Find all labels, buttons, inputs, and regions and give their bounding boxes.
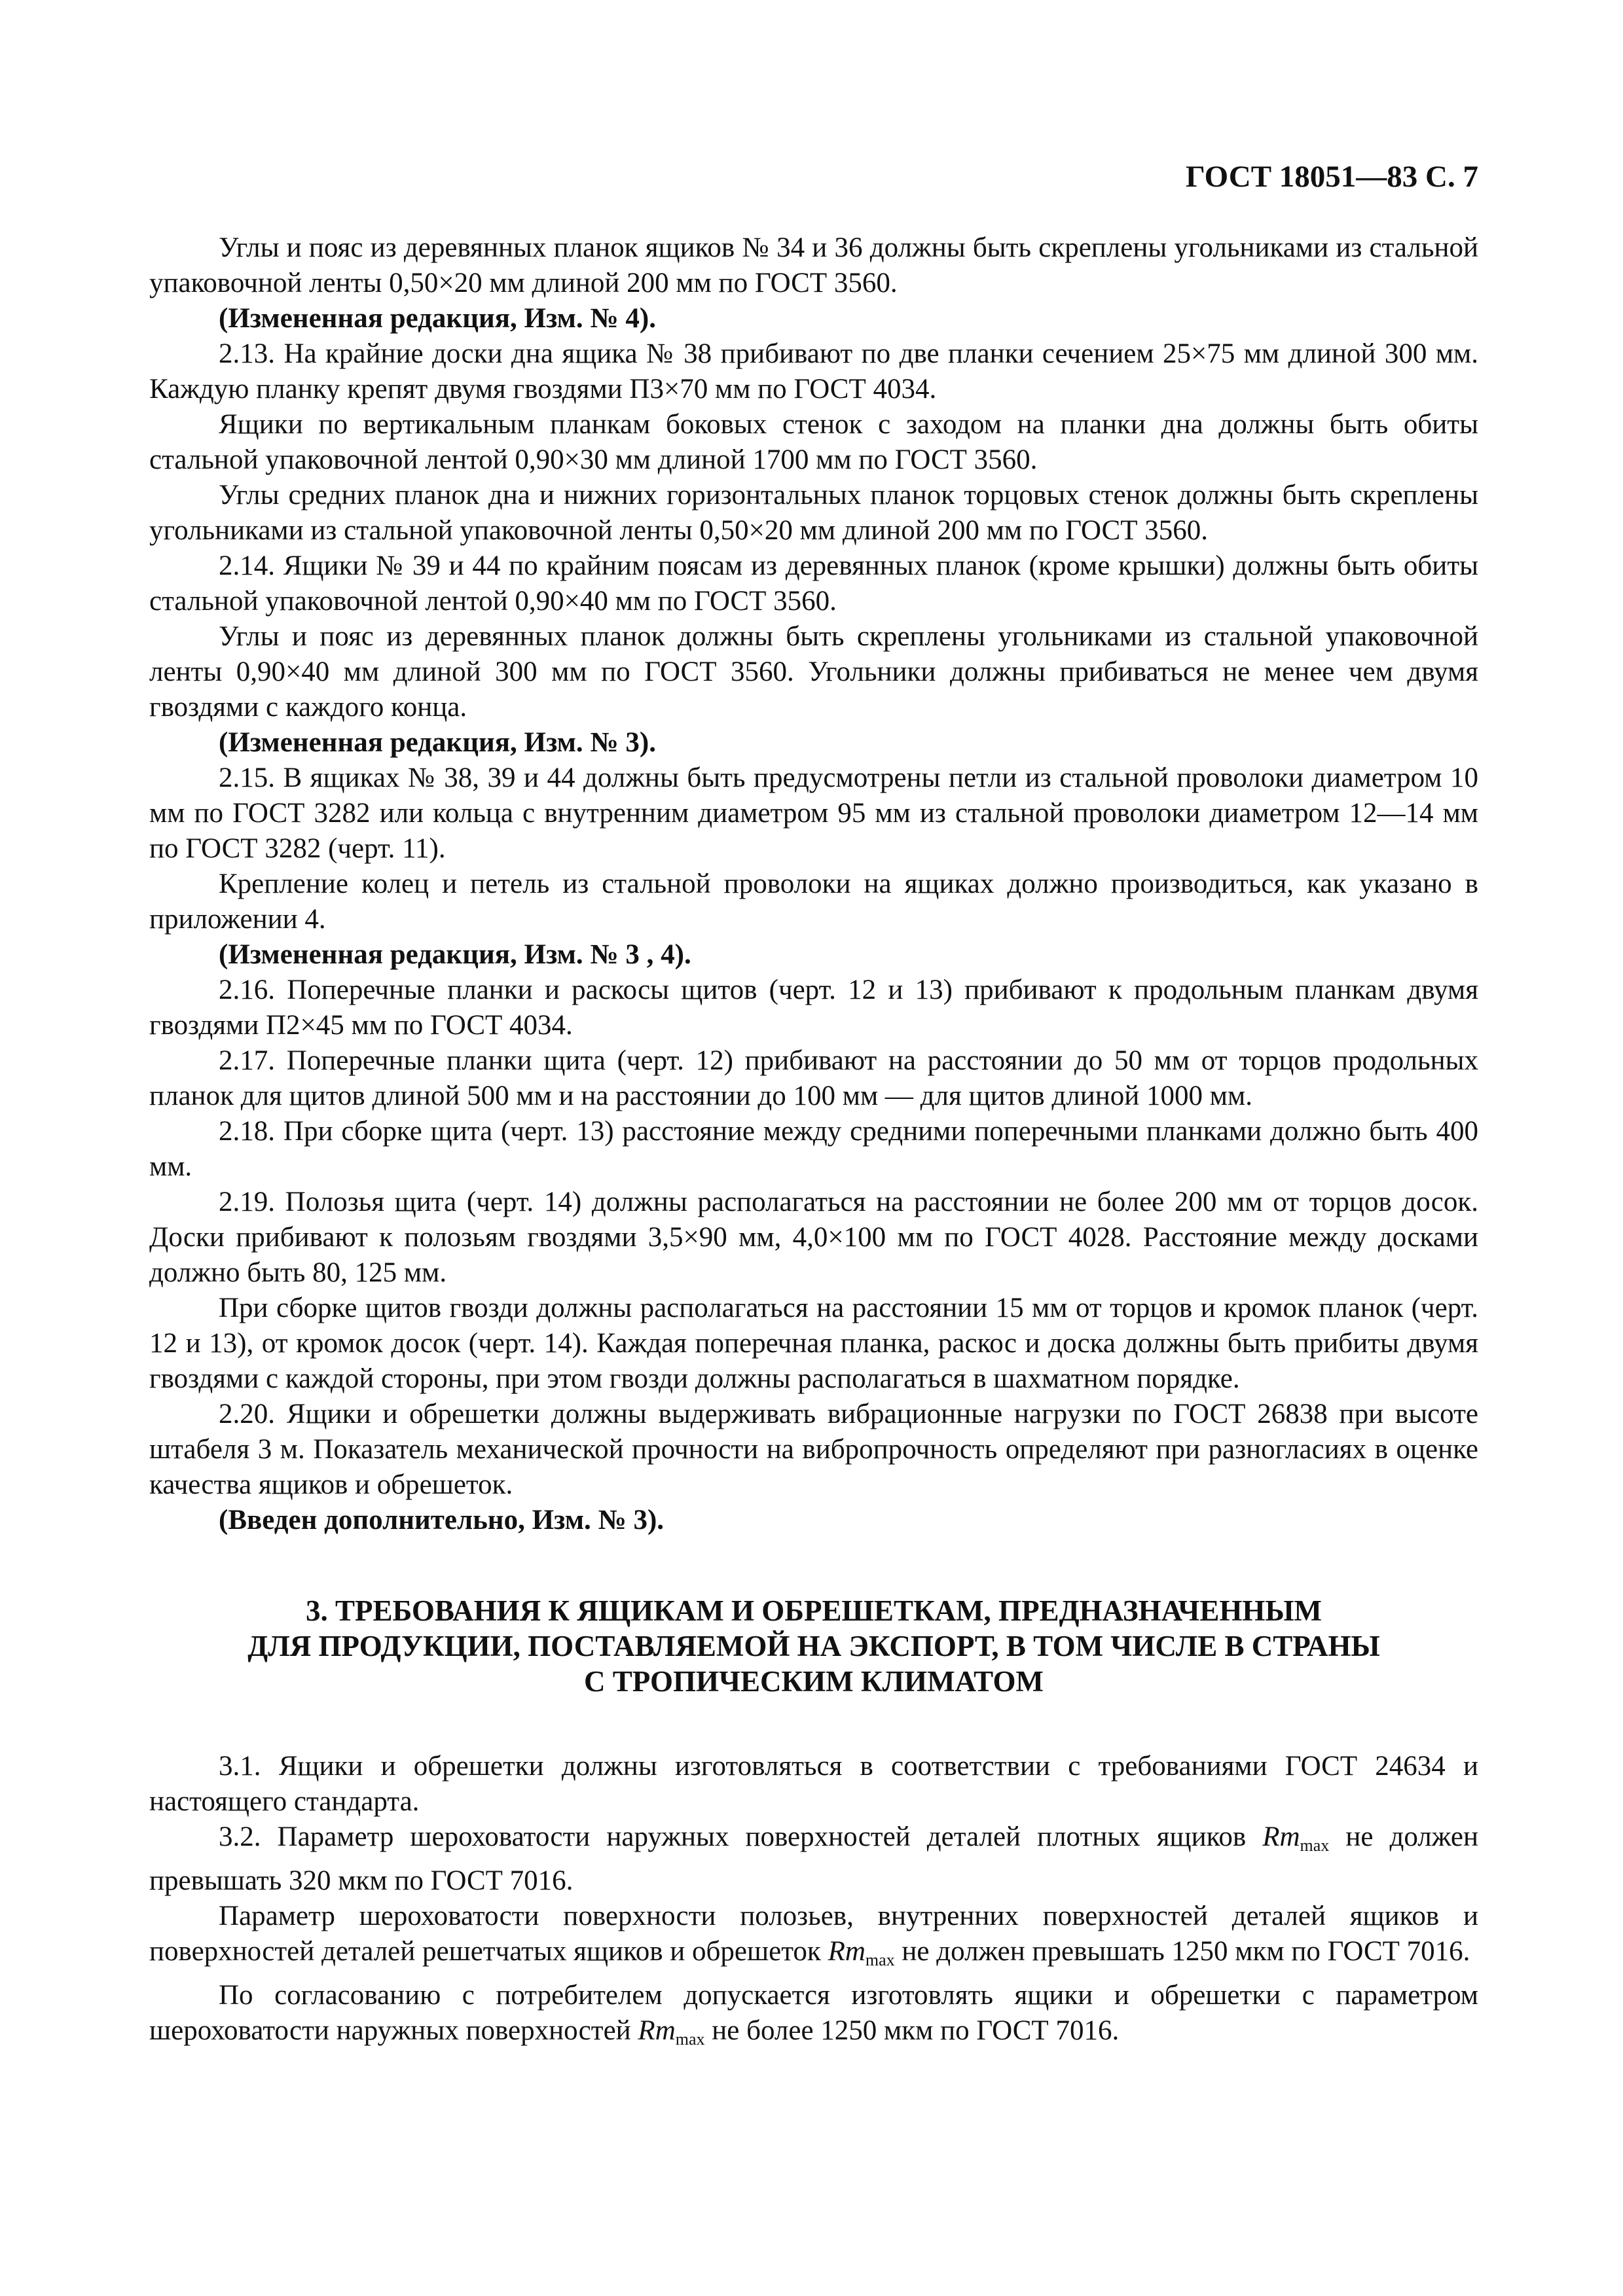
amendment-note: (Измененная редакция, Изм. № 3 , 4). <box>219 939 691 970</box>
section-title <box>149 1593 1478 1699</box>
paragraph: 2.14. Ящики № 39 и 44 по крайним поясам из деревянных планок (кроме крышки) должны быть обиты стальной упаковочной лентой 0,90×40 мм по ГОСТ 3560. <box>149 550 1478 617</box>
text-segment: не более 1250 мкм по ГОСТ 7016. <box>704 2015 1120 2046</box>
paragraph: 2.16. Поперечные планки и раскосы щитов (черт. 12 и 13) прибивают к продольным планкам двумя гвоздями П2×45 мм по ГОСТ 4034. <box>149 975 1478 1041</box>
roughness-symbol: Rm <box>638 2015 676 2046</box>
section-title-line: 3. ТРЕБОВАНИЯ К ЯЩИКАМ И ОБРЕШЕТКАМ, ПРЕДНАЗНАЧЕННЫМ <box>305 1594 1322 1627</box>
paragraph: Ящики по вертикальным планкам боковых стенок с заходом на планки дна должны быть обиты стальной упаковочной лентой 0,90×30 мм длиной 1700 мм по ГОСТ 3560. <box>149 409 1478 475</box>
paragraph: 2.18. При сборке щита (черт. 13) расстояние между средними поперечными планками должно быть 400 мм. <box>149 1116 1478 1182</box>
paragraph: 2.15. В ящиках № 38, 39 и 44 должны быть предусмотрены петли из стальной проволоки диаметром 10 мм по ГОСТ 3282 или кольца с внутренним диаметром 95 мм из стальной проволоки диаметром 12—14 мм по ГОСТ 3282 (черт. 11). <box>149 762 1478 864</box>
text-segment: 3.2. Параметр шероховатости наружных поверхностей деталей плотных ящиков <box>219 1821 1263 1852</box>
paragraph: 2.13. На крайние доски дна ящика № 38 прибивают по две планки сечением 25×75 мм длиной 300 мм. Каждую планку крепят двумя гвоздями П3×70 мм по ГОСТ 4034. <box>149 338 1478 404</box>
paragraph: Углы и пояс из деревянных планок ящиков № 34 и 36 должны быть скреплены угольниками из стальной упаковочной ленты 0,50×20 мм длиной 200 мм по ГОСТ 3560. <box>149 232 1478 298</box>
text-segment: Параметр шероховатости поверхности полозьев, внутренних поверхностей деталей ящиков и поверхностей деталей решетчатых ящиков и обрешеток <box>149 1901 1478 1967</box>
roughness-symbol: Rm <box>828 1936 866 1967</box>
section-title-line: С ТРОПИЧЕСКИМ КЛИМАТОМ <box>584 1665 1044 1698</box>
section-title-line: ДЛЯ ПРОДУКЦИИ, ПОСТАВЛЯЕМОЙ НА ЭКСПОРТ, В ТОМ ЧИСЛЕ В СТРАНЫ <box>247 1630 1380 1662</box>
paragraph: Углы средних планок дна и нижних горизонтальных планок торцовых стенок должны быть скреплены угольниками из стальной упаковочной ленты 0,50×20 мм длиной 200 мм по ГОСТ 3560. <box>149 480 1478 546</box>
page-header: ГОСТ 18051—83 С. 7 <box>1185 160 1478 194</box>
text-segment: не должен превышать 320 мкм по ГОСТ 7016. <box>149 1821 1478 1896</box>
document-page <box>149 157 1478 2057</box>
amendment-note: (Измененная редакция, Изм. № 4). <box>219 303 656 334</box>
roughness-subscript: max <box>1300 1836 1330 1855</box>
text-segment: По согласованию с потребителем допускается изготовлять ящики и обрешетки с параметром шероховатости наружных поверхностей <box>149 1980 1478 2046</box>
roughness-subscript: max <box>865 1950 895 1969</box>
paragraph-with-formula <box>149 1899 1478 1978</box>
roughness-subscript: max <box>675 2030 705 2049</box>
text-segment: не должен превышать 1250 мкм по ГОСТ 7016. <box>894 1936 1470 1967</box>
amendment-note: (Введен дополнительно, Изм. № 3). <box>219 1505 665 1535</box>
roughness-symbol: Rm <box>1262 1821 1300 1852</box>
paragraph-with-formula <box>149 1978 1478 2057</box>
paragraph-with-formula <box>149 1820 1478 1899</box>
paragraph: 2.20. Ящики и обрешетки должны выдерживать вибрационные нагрузки по ГОСТ 26838 при высоте штабеля 3 м. Показатель механической прочности на вибропрочность определяют при разногласиях в оценке качества ящиков и обрешеток. <box>149 1399 1478 1500</box>
paragraph: Углы и пояс из деревянных планок должны быть скреплены угольниками из стальной упаковочной ленты 0,90×40 мм длиной 300 мм по ГОСТ 3560. Угольники должны прибиваться не менее чем двумя гвоздями с каждого конца. <box>149 621 1478 723</box>
paragraph: 2.17. Поперечные планки щита (черт. 12) прибивают на расстоянии до 50 мм от торцов продольных планок для щитов длиной 500 мм и на расстоянии до 100 мм — для щитов длиной 1000 мм. <box>149 1045 1478 1111</box>
paragraph: 3.1. Ящики и обрешетки должны изготовляться в соответствии с требованиями ГОСТ 24634 и настоящего стандарта. <box>149 1751 1478 1817</box>
amendment-note: (Измененная редакция, Изм. № 3). <box>219 727 656 758</box>
paragraph: Крепление колец и петель из стальной проволоки на ящиках должно производиться, как указано в приложении 4. <box>149 869 1478 935</box>
paragraph: При сборке щитов гвозди должны располагаться на расстоянии 15 мм от торцов и кромок планок (черт. 12 и 13), от кромок досок (черт. 14). Каждая поперечная планка, раскос и доска должны быть прибиты двумя гвоздями с каждой стороны, при этом гвозди должны располагаться в шахматном порядке. <box>149 1293 1478 1394</box>
paragraph: 2.19. Полозья щита (черт. 14) должны располагаться на расстоянии не более 200 мм от торцов досок. Доски прибивают к полозьям гвоздями 3,5×90 мм, 4,0×100 мм по ГОСТ 4028. Расстояние между досками должно быть 80, 125 мм. <box>149 1187 1478 1288</box>
